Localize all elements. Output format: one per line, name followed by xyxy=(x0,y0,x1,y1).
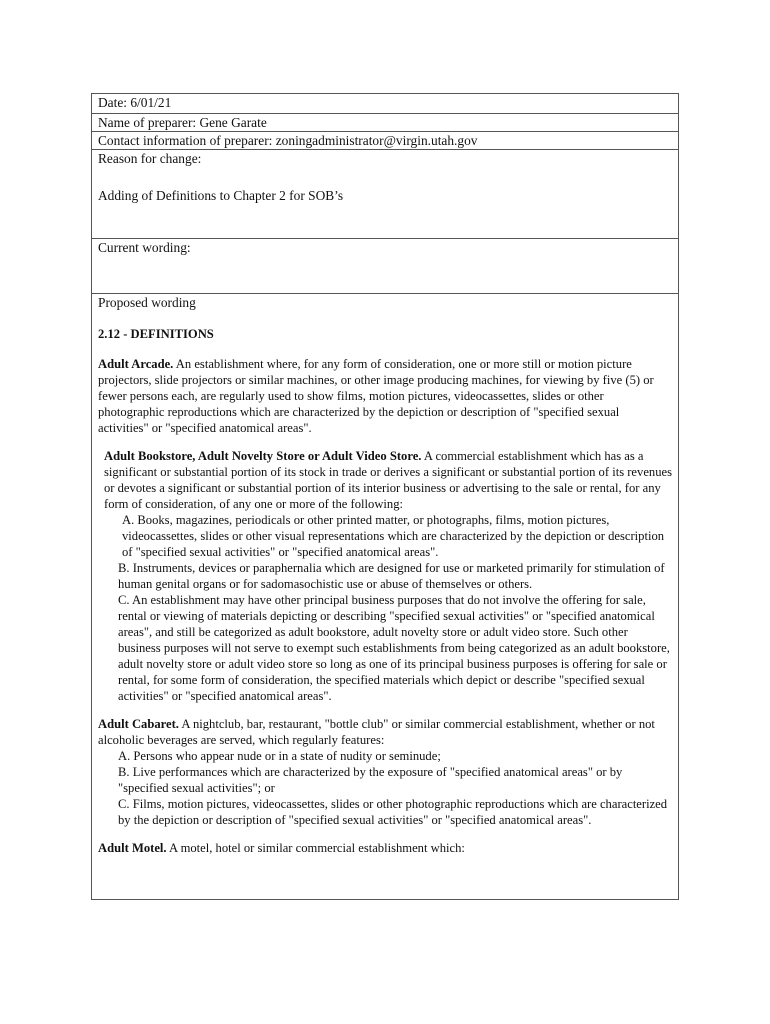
term-adult-arcade: Adult Arcade. xyxy=(98,357,174,371)
text-adult-bookstore: A commercial establishment which has as a significant or substantial portion of its stock in trade or derives a significant or substantial portion of its revenues or devotes a significant or substantial portion of its interior business or advertising to the sale or rental, for any form of consideration, of any one or more of the following: xyxy=(104,449,672,511)
section-title: 2.12 - DEFINITIONS xyxy=(98,327,214,341)
definition-adult-cabaret xyxy=(98,716,672,748)
date-text: Date: 6/01/21 xyxy=(98,95,172,110)
change-request-form xyxy=(91,93,679,900)
cabaret-item-a: A. Persons who appear nude or in a state of nudity or seminude; xyxy=(118,749,441,763)
current-wording-label: Current wording: xyxy=(98,240,191,255)
definition-adult-bookstore xyxy=(98,448,672,512)
text-adult-motel: A motel, hotel or similar commercial establishment which: xyxy=(166,841,465,855)
text-adult-arcade: An establishment where, for any form of consideration, one or more still or motion picture projectors, slide projectors or similar machines, or other image producing machines, for viewing by five (5) or fewer persons each, are regularly used to show films, motion pictures, videocassettes, slides or other photographic reproductions which are characterized by the depiction or description of "specified sexual activities" or "specified anatomical areas". xyxy=(98,357,654,435)
proposed-wording-label: Proposed wording xyxy=(98,295,196,310)
preparer-name-text: Name of preparer: Gene Garate xyxy=(98,115,267,130)
contact-text: Contact information of preparer: zoningadministrator@virgin.utah.gov xyxy=(98,133,478,148)
bookstore-item-a: A. Books, magazines, periodicals or other printed matter, or photographs, films, motion pictures, videocassettes, slides or other visual representations which are characterized by the depiction or description of "specified sexual activities" or "specified anatomical areas". xyxy=(122,513,665,559)
term-adult-cabaret: Adult Cabaret. xyxy=(98,717,179,731)
term-adult-bookstore: Adult Bookstore, Adult Novelty Store or Adult Video Store. xyxy=(104,449,422,463)
definition-adult-motel xyxy=(98,840,672,856)
bookstore-item-c: C. An establishment may have other principal business purposes that do not involve the offering for sale, rental or viewing of materials depicting or describing "specified sexual activities" or "specified anatomical areas", and still be categorized as adult bookstore, adult novelty store or adult video store. Such other business purposes will not serve to exempt such establishments from being categorized as an adult bookstore, adult novelty store or adult video store so long as one of its principal business purposes is offering for sale or rental, for some form of consideration, the specified materials which depict or describe "specified sexual activities" or "specified anatomical areas". xyxy=(118,593,670,703)
definition-adult-arcade xyxy=(98,356,672,436)
date-row xyxy=(92,94,678,114)
contact-row xyxy=(92,132,678,150)
cabaret-item-b: B. Live performances which are characterized by the exposure of "specified anatomical areas" or by "specified sexual activities"; or xyxy=(118,765,623,795)
text-adult-cabaret: A nightclub, bar, restaurant, "bottle club" or similar commercial establishment, whether or not alcoholic beverages are served, which regularly features: xyxy=(98,717,655,747)
proposed-wording-row xyxy=(92,294,678,900)
preparer-name-row xyxy=(92,114,678,132)
cabaret-item-c: C. Films, motion pictures, videocassettes, slides or other photographic reproductions which are characterized by the depiction or description of "specified sexual activities" or "specified anatomical areas". xyxy=(118,797,668,827)
current-wording-row xyxy=(92,239,678,294)
reason-label: Reason for change: xyxy=(98,151,202,166)
reason-text: Adding of Definitions to Chapter 2 for SOB’s xyxy=(98,187,344,203)
bookstore-item-b: B. Instruments, devices or paraphernalia which are designed for use or marketed primarily for stimulation of human genital organs or for sadomasochistic use or abuse of themselves or others. xyxy=(118,561,665,591)
term-adult-motel: Adult Motel. xyxy=(98,841,167,855)
reason-row xyxy=(92,150,678,239)
